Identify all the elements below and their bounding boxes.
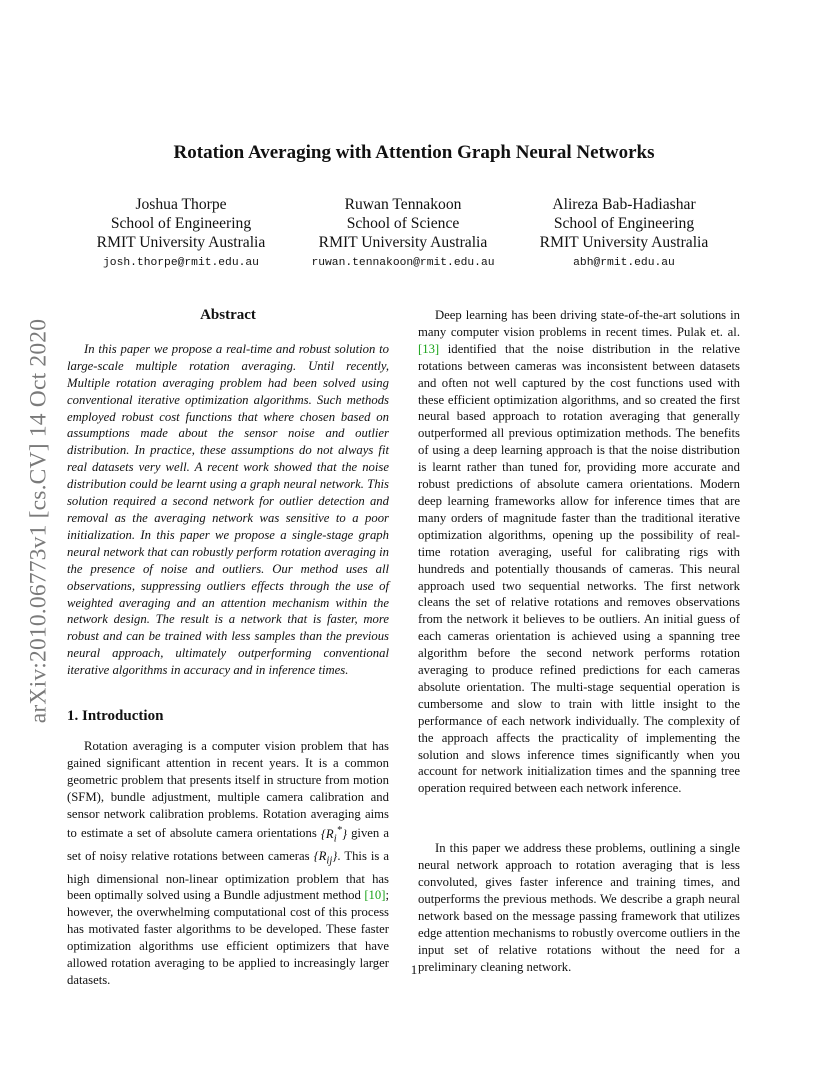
arxiv-sidebar <box>24 286 54 756</box>
author-name: Joshua Thorpe <box>135 196 227 213</box>
intro-paragraph-3: In this paper we address these problems, outlining a single neural network approach to rotation averaging that is less convoluted, gives faster inference and training times, and outperforms the previous methods. We describe a graph neural network based on the message passing framework that utilizes edge attention mechanisms to robustly overcome outliers in the input set of relative rotations without the need for a preliminary cleaning network. <box>418 841 740 974</box>
author-block-3 <box>509 195 739 273</box>
author-institution: RMIT University Australia <box>96 234 266 251</box>
citation-link[interactable]: [13] <box>418 341 440 356</box>
author-email: josh.thorpe@rmit.edu.au <box>103 257 259 269</box>
author-institution: RMIT University Australia <box>539 234 709 251</box>
intro-paragraph-1: Rotation averaging is a computer vision problem that has gained significant attention in recent years. It is a common geometric problem that presents itself in structure from motion (SFM), bundle adjustment, multiple camera calibration and sensor network calibration problems. Rotation averaging aims to estimate a set of absolute camera orientations $\{R_i^*\}$ given a set of noisy relative rotations between cameras $\{R_{ij}\}$. This is a high dimensional non-linear optimization problem that has been optimally solved using a Bundle adjustment method [10]; however, the overwhelming computational cost of this process has motivated faster algorithms to be developed. These faster optimization algorithms use efficient optimizers that have allowed rotation averaging to be applied to increasingly larger datasets. <box>67 738 390 988</box>
intro-paragraph-2: Deep learning has been driving state-of-the-art solutions in many computer vision problems in recent times. Pulak et. al. [13] identified that the noise distribution in the relative rotations between cameras was inconsistent between datasets and often not well captured by the cost functions used with these efficient optimization algorithms, and so created the first neural based approach to rotation averaging that generally outperformed all previous optimization methods. The benefits of using a deep learning approach is that the noise distribution is learnt rather than tuned for, providing more accurate and robust predictions of absolute camera orientations. Modern deep learning frameworks allow for inference times that are many orders of magnitude faster than the traditional iterative optimization algorithms, opening up the possibility of real-time rotation averaging, useful for calibrating rigs with hundreds and potentially thousands of cameras. This neural approach used two sequential networks. The first network cleans the set of relative rotations and removes observations from the network it believes to be outliers. An initial guess of each cameras orientation is achieved using a spanning tree algorithm before the second network performs rotation averaging to produce refined predictions for each cameras absolute orientation. The multi-stage sequential operation is cumbersome and slow to train with little insight to the performance of each network individually. The complexity of the approach affects the practicality of implementing the solution and slows inference times significantly when you account for network initialization times and the spanning tree operation required between each network inference. <box>418 308 740 796</box>
arxiv-identifier: arXiv:2010.06773v1 [cs.CV] 14 Oct 2020 <box>25 318 52 724</box>
author-name: Alireza Bab-Hadiashar <box>552 196 696 213</box>
page-number: 1 <box>410 962 418 977</box>
right-column <box>418 307 740 976</box>
math-absolute-rotations: $\{R_i^*\}$ <box>320 824 348 845</box>
citation-link[interactable]: [10] <box>364 888 386 903</box>
author-email: abh@rmit.edu.au <box>573 257 675 269</box>
author-affiliation: School of Science <box>346 215 460 232</box>
abstract-heading: Abstract <box>200 307 256 323</box>
abstract-text: In this paper we propose a real-time and robust solution to large-scale multiple rotation averaging. Until recently, Multiple rotation averaging problem had been solved using conventional iterative optimization algorithms. Such methods employed robust cost functions that where chosen based on assumptions made about the sensor noise and outlier distribution. In practice, these assumptions do not always fit real datasets very well. A recent work showed that the noise distribution could be learnt using a graph neural network. This solution required a second network for outlier detection and removal as the averaging network was sensitive to a poor initialization. In this paper we propose a single-stage graph neural network that can robustly perform rotation averaging in the presence of noise and outliers. Our method uses all observations, suppressing outliers effects through the use of weighted averaging and an attention mechanism within the network design. The result is a network that is faster, more robust and can be trained with less samples than the previous neural approach, ultimately outperforming conventional iterative algorithms in accuracy and in inference times. <box>67 341 389 678</box>
author-block-2 <box>288 195 518 273</box>
introduction-heading: 1. Introduction <box>67 708 164 725</box>
math-relative-rotations: $\{R_{ij}\}$ <box>313 849 338 867</box>
author-affiliation: School of Engineering <box>553 215 695 232</box>
left-column <box>67 307 389 989</box>
author-institution: RMIT University Australia <box>318 234 488 251</box>
author-affiliation: School of Engineering <box>110 215 252 232</box>
author-email: ruwan.tennakoon@rmit.edu.au <box>311 257 495 269</box>
author-name: Ruwan Tennakoon <box>344 196 462 213</box>
author-block-1 <box>66 195 296 273</box>
paper-title: Rotation Averaging with Attention Graph Neural Networks <box>173 142 655 163</box>
